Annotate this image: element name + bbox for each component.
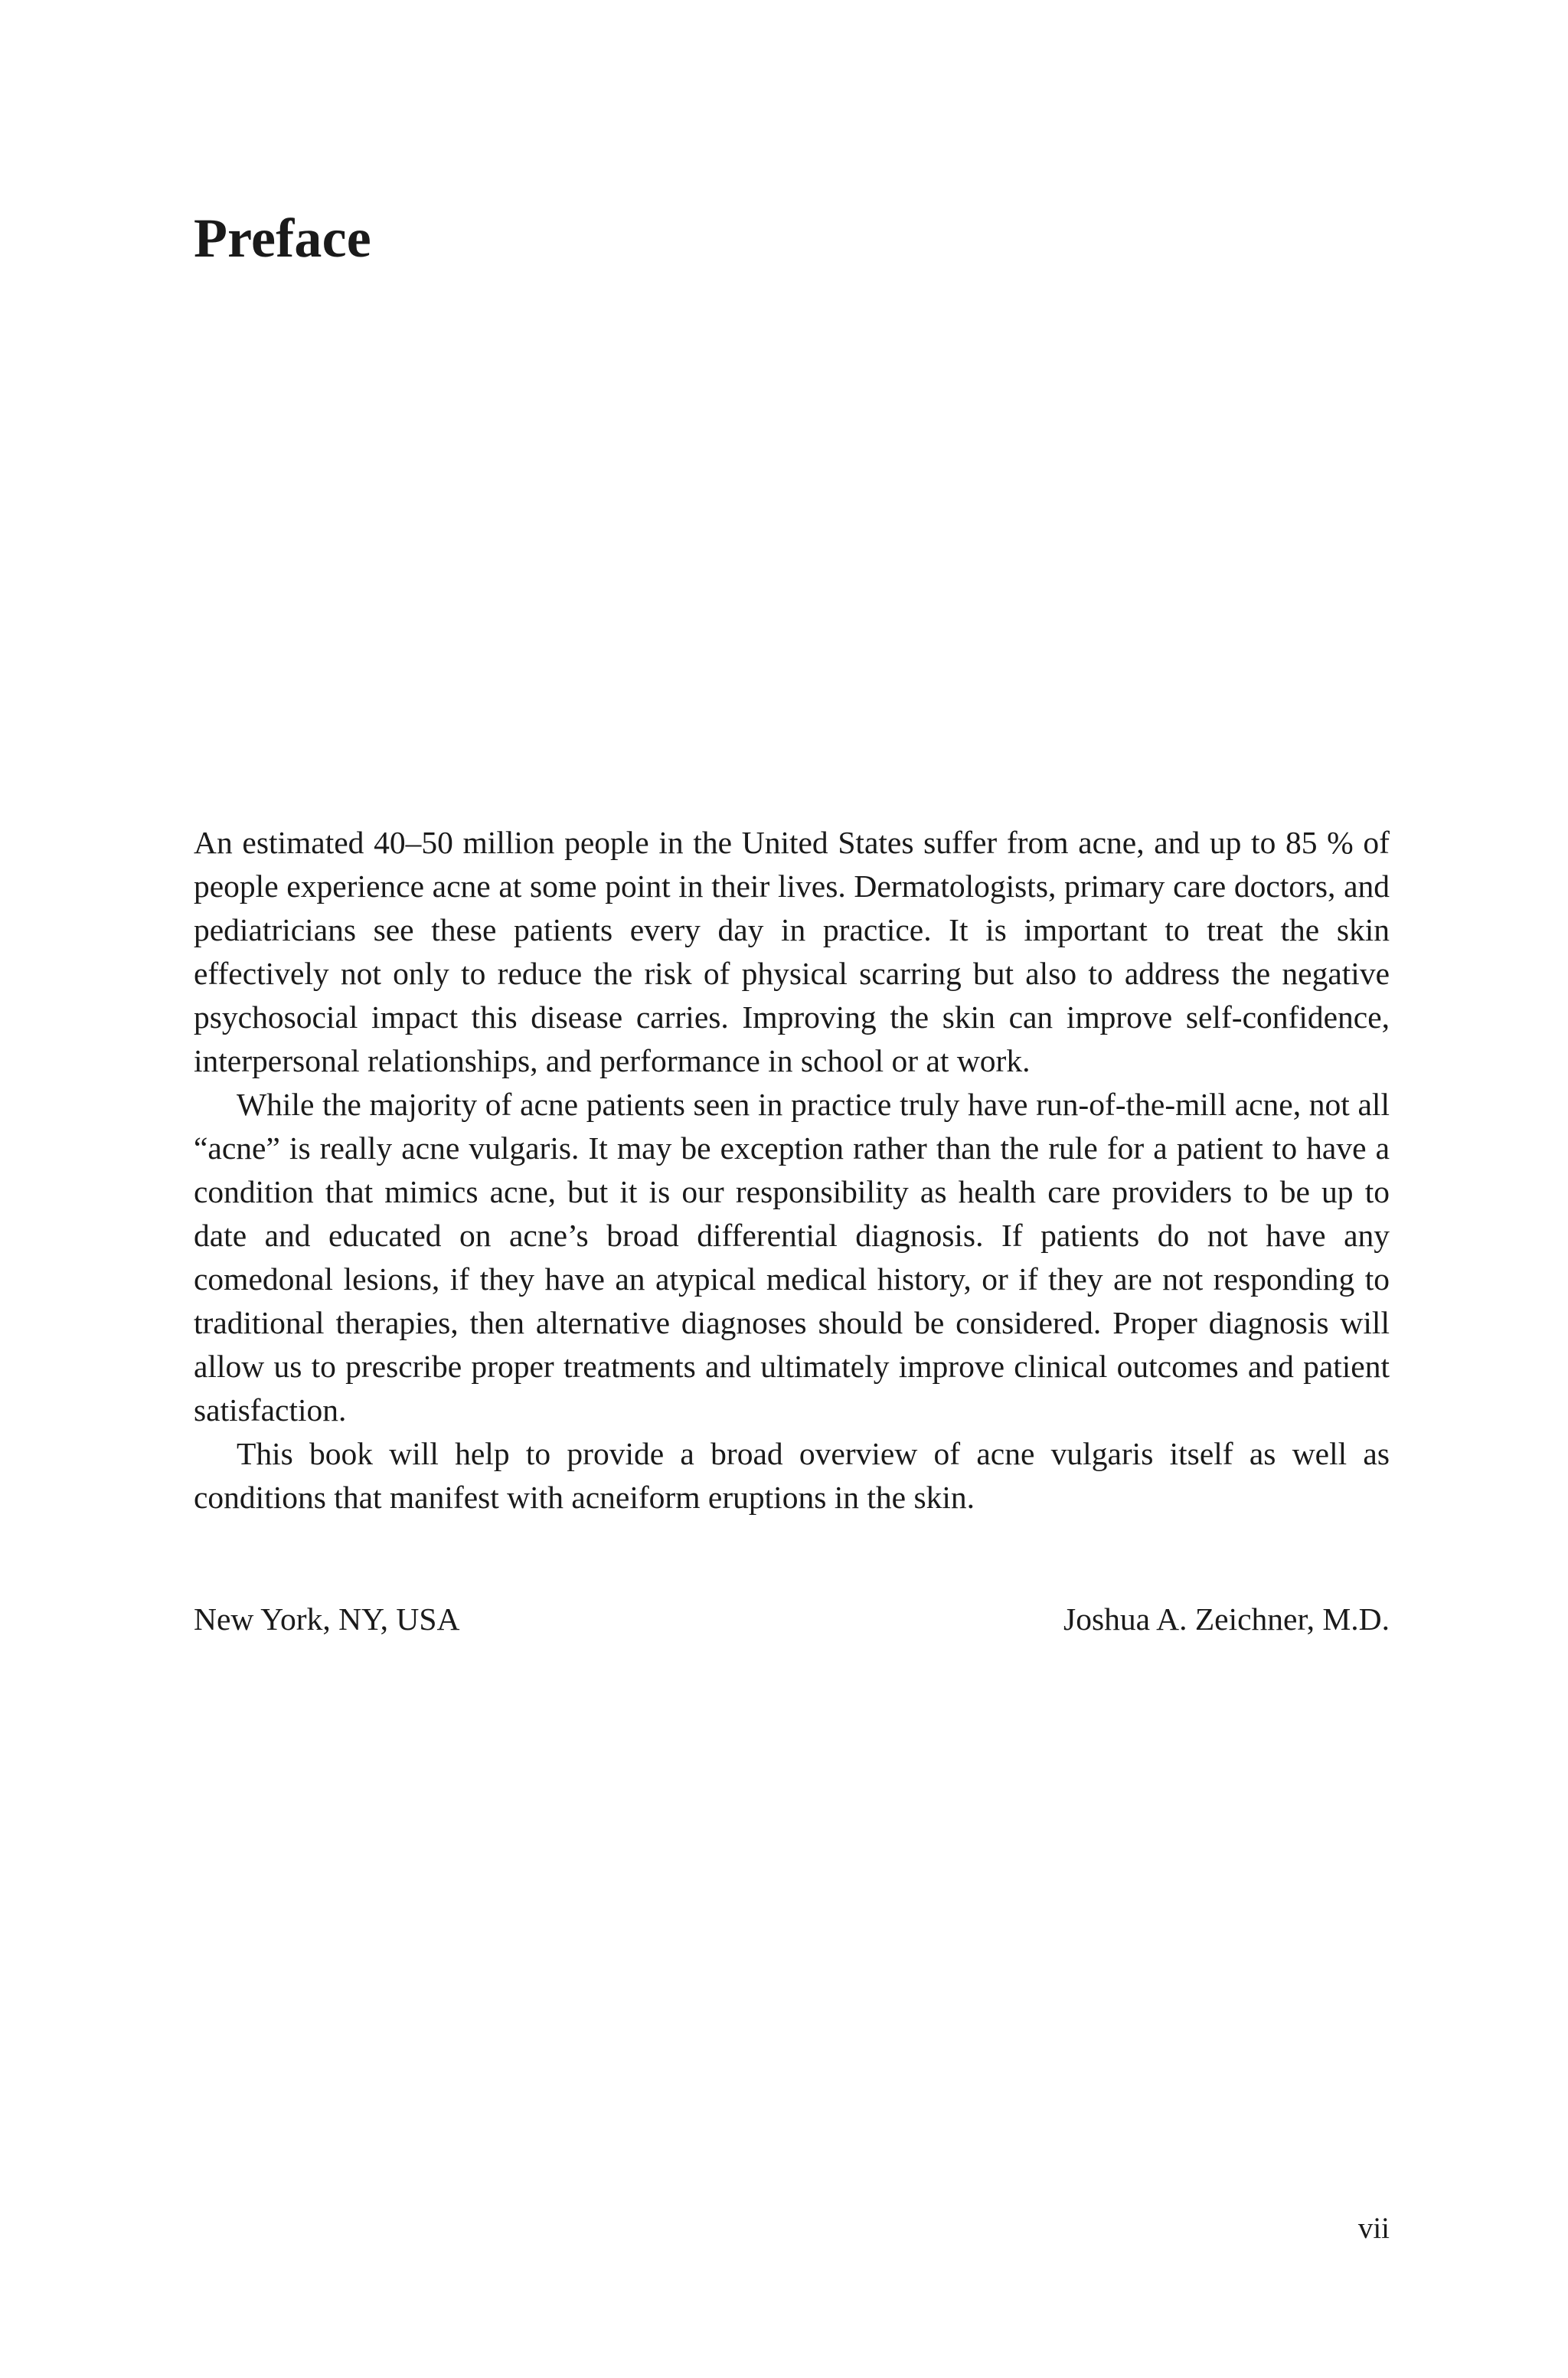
page-number: vii (1357, 2212, 1390, 2245)
signature-location: New York, NY, USA (194, 1601, 460, 1637)
signature-block (194, 1598, 1390, 1641)
signature-author: Joshua A. Zeichner, M.D. (1063, 1601, 1390, 1637)
preface-body (194, 821, 1390, 1519)
paragraph-1: An estimated 40–50 million people in the United States suffer from acne, and up to 85 % of people experience acne at some point in their lives. Dermatologists, primary care doctors, and pediatricians see these patients every day in practice. It is important to treat the skin effectively not only to reduce the risk of physical scarring but also to address the negative psychosocial impact this disease carries. Improving the skin can improve self-confidence, interpersonal relationships, and performance in school or at work. (194, 825, 1390, 1078)
paragraph-2: While the majority of acne patients seen in practice truly have run-of-the-mill acne, not all “acne” is really acne vulgaris. It may be exception rather than the rule for a patient to have a condition that mimics acne, but it is our responsibility as health care providers to be up to date and educated on acne’s broad differential diagnosis. If patients do not have any comedonal lesions, if they have an atypical medical history, or if they are not responding to traditional therapies, then alternative diagnoses should be considered. Proper diagnosis will allow us to prescribe proper treatments and ultimately improve clinical outcomes and patient satisfaction. (194, 1087, 1390, 1428)
paragraph-3: This book will help to provide a broad overview of acne vulgaris itself as well as conditions that manifest with acneiform eruptions in the skin. (194, 1436, 1390, 1515)
page-title: Preface (194, 208, 371, 269)
